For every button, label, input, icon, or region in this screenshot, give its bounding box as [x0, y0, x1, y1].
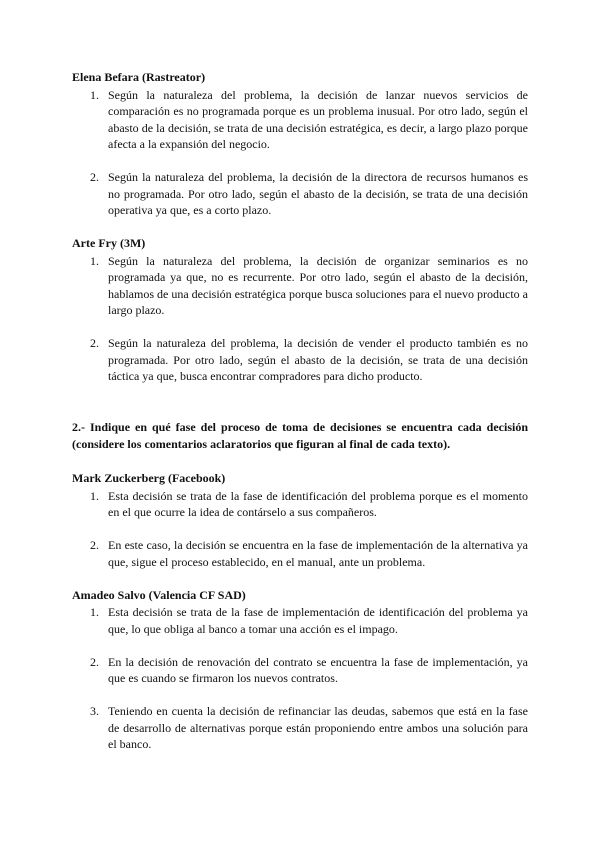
list-item-text: Esta decisión se trata de la fase de implementación de identificación del problema ya que, lo que obliga al banco a tomar una acción es el impago.	[108, 605, 528, 636]
list-number: 2.	[90, 654, 99, 669]
list-number: 3.	[90, 704, 99, 718]
list-item-text: En este caso, la decisión se encuentra en la fase de implementación de la alternativa ya que, sigue el proceso establecido, en el manual, ante un problema.	[108, 538, 528, 569]
list-item-text: En la decisión de renovación del contrato se encuentra la fase de implementación, ya que es cuando se firmaron los nuevos contratos.	[108, 654, 528, 685]
heading-arte-fry: Arte Fry (3M)	[72, 236, 146, 250]
list-arte-fry	[72, 253, 528, 385]
list-item-text: Según la naturaleza del problema, la decisión de organizar seminarios es no programada ya que, no es recurrente. Por otro lado, según el abasto de la decisión, hablamos de una decisión estratégica porque busca soluciones para el nuevo producto a largo plazo.	[108, 253, 528, 317]
list-mark-zuckerberg	[72, 488, 528, 571]
list-item	[72, 703, 528, 753]
list-item-text: Según la naturaleza del problema, la decisión de vender el producto también es no programada. Por otro lado, según el abasto de la decisión, se trata de una decisión táctica ya que, busca encontrar compradores para dicho producto.	[108, 336, 528, 383]
document-page	[72, 69, 528, 753]
question-2-title: 2.- Indique en qué fase del proceso de toma de decisiones se encuentra cada decisión (considere los comentarios aclaratorios que figuran al final de cada texto).	[72, 419, 528, 451]
list-item	[72, 335, 528, 385]
list-item	[72, 488, 528, 521]
list-item	[72, 537, 528, 570]
list-item	[72, 253, 528, 319]
list-number: 2.	[90, 336, 99, 350]
list-number: 2.	[90, 538, 99, 552]
list-elena-befara	[72, 87, 528, 219]
list-item-text: Teniendo en cuenta la decisión de refinanciar las deudas, sabemos que está en la fase de desarrollo de alternativas porque están proponiendo entre ambos una solución para el banco.	[108, 704, 528, 751]
list-item	[72, 87, 528, 153]
heading-elena-befara: Elena Befara (Rastreator)	[72, 70, 206, 84]
list-item-text: Según la naturaleza del problema, la decisión de la directora de recursos humanos es no programada. Por otro lado, según el abasto de la decisión, se trata de una decisión operativa ya que, es a corto plazo.	[108, 170, 528, 217]
list-number: 1.	[90, 253, 99, 268]
list-item-text: Esta decisión se trata de la fase de identificación del problema porque es el momento en el que ocurre la idea de contárselo a sus compañeros.	[108, 488, 528, 519]
list-item	[72, 654, 528, 687]
list-item	[72, 604, 528, 637]
list-item-text: Según la naturaleza del problema, la decisión de lanzar nuevos servicios de comparación es no programada porque es un problema inusual. Por otro lado, según el abasto de la decisión, se trata de una decisión estratégica, es decir, a largo plazo porque afecta a la expansión del negocio.	[108, 87, 528, 151]
list-number: 1.	[90, 488, 99, 503]
heading-mark-zuckerberg: Mark Zuckerberg (Facebook)	[72, 471, 226, 485]
list-number: 1.	[90, 605, 99, 619]
list-number: 2.	[90, 170, 99, 184]
list-item	[72, 169, 528, 219]
list-amadeo-salvo	[72, 604, 528, 753]
list-number: 1.	[90, 87, 99, 102]
heading-amadeo-salvo: Amadeo Salvo (Valencia CF SAD)	[72, 587, 246, 602]
